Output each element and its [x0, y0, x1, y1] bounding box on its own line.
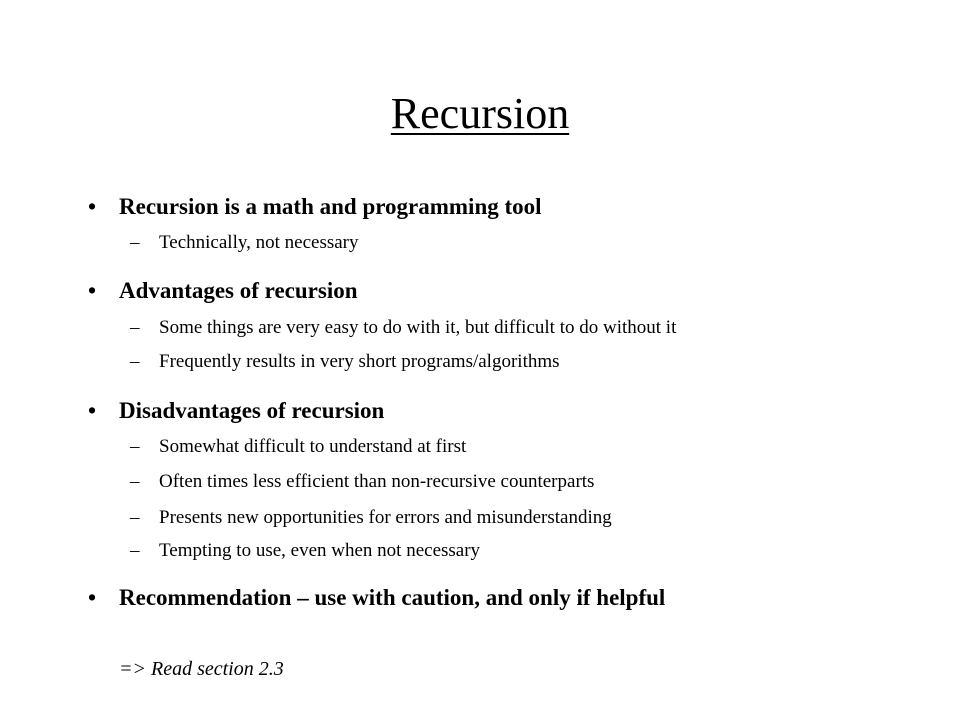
- bullet-text: Recursion is a math and programming tool: [119, 194, 542, 219]
- slide-title: Recursion: [390, 89, 570, 138]
- bullet-glyph: •: [88, 194, 97, 219]
- subbullet-text: Technically, not necessary: [159, 232, 359, 253]
- read-section-note: => Read section 2.3: [119, 658, 284, 680]
- subbullet-text: Often times less efficient than non-recursive counterparts: [159, 471, 595, 492]
- dash-glyph: –: [130, 436, 140, 457]
- dash-glyph: –: [130, 507, 140, 528]
- dash-glyph: –: [130, 471, 140, 492]
- bullet-recommendation: [88, 584, 665, 612]
- subbullet-technically: [130, 231, 359, 255]
- subbullet-text: Frequently results in very short programs/algorithms: [159, 351, 560, 372]
- subbullet-text: Some things are very easy to do with it, but difficult to do without it: [159, 317, 677, 338]
- dash-glyph: –: [130, 351, 140, 372]
- dash-glyph: –: [130, 317, 140, 338]
- bullet-text: Recommendation – use with caution, and only if helpful: [119, 585, 666, 610]
- subbullet-less-efficient: [130, 470, 594, 494]
- bullet-advantages: [88, 277, 358, 305]
- subbullet-difficult-understand: [130, 435, 466, 459]
- bullet-disadvantages: [88, 397, 384, 425]
- subbullet-text: Tempting to use, even when not necessary: [159, 540, 481, 561]
- dash-glyph: –: [130, 232, 140, 253]
- subbullet-short-programs: [130, 350, 560, 374]
- subbullet-text: Presents new opportunities for errors and misunderstanding: [159, 507, 612, 528]
- subbullet-tempting: [130, 539, 480, 563]
- bullet-glyph: •: [88, 585, 97, 610]
- subbullet-easy-to-do: [130, 316, 676, 340]
- subbullet-errors: [130, 506, 612, 530]
- bullet-text: Advantages of recursion: [119, 278, 358, 303]
- dash-glyph: –: [130, 540, 140, 561]
- subbullet-text: Somewhat difficult to understand at first: [159, 436, 467, 457]
- bullet-recursion-tool: [88, 193, 542, 221]
- bullet-glyph: •: [88, 278, 97, 303]
- bullet-glyph: •: [88, 398, 97, 423]
- bullet-text: Disadvantages of recursion: [119, 398, 385, 423]
